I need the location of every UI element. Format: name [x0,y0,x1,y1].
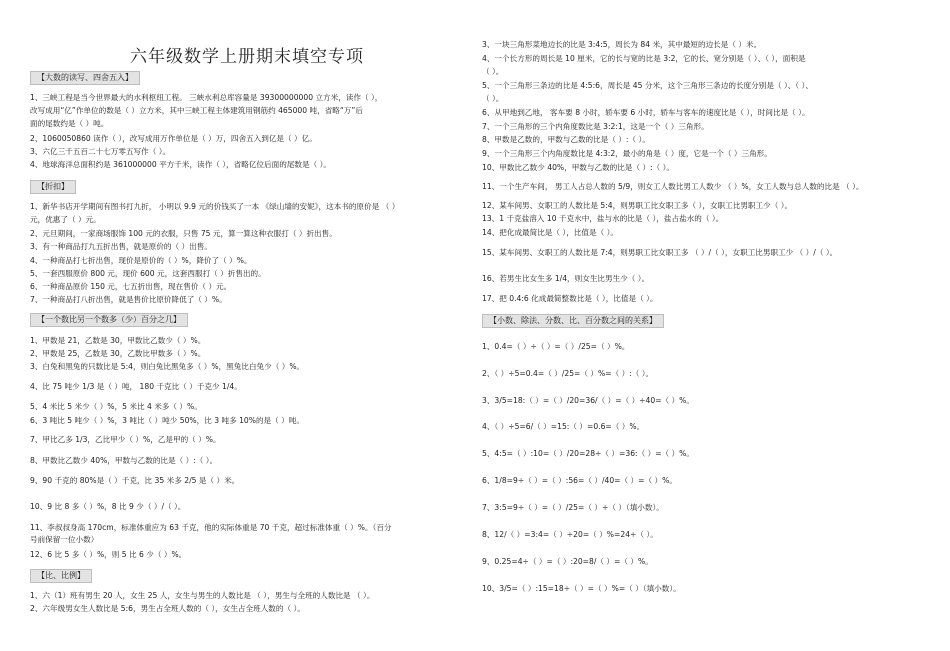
question-line: 3、白兔和黑兔的只数比是 5:4，则白兔比黑兔多（ ）%，黑兔比白兔少（ ）%。 [30,362,305,371]
question-line: 17、把 0.4:6 化成最简整数比是（ ），比值是（ ）。 [482,294,658,303]
question-line: 4、（ ）÷5=6/（ ）=15:（ ）=0.6=（ ）%。 [482,422,645,431]
question-line: 5、一个三角形三条边的比是 4:5:6，周长是 45 分米，这个三角形三条边的长度分别是（ ）、（ ）、 [482,81,813,90]
question-line: 1、甲数是 21，乙数是 30，甲数比乙数少（ ）%。 [30,336,206,345]
question-line: （ ）。 [482,94,504,103]
question-line: 1、新华书店开学期间有图书打九折， 小明以 9.9 元的价钱买了一本 《绿山墙的安妮》，这本书的原价是 （ ） [30,202,400,211]
question-line: 3、有一种商品打九五折出售，就是原价的（ ）出售。 [30,242,212,251]
question-line: 8、12/（ ）=3:4=（ ）÷20=（ ）%=24÷（ ）。 [482,530,658,539]
question-line: （ ）。 [482,67,504,76]
question-line: 16、若男生比女生多 1/4，则女生比男生少（ ）。 [482,274,650,283]
question-line: 5、4 米比 5 米少（ ）%，5 米比 4 米多（ ）%。 [30,402,202,411]
question-line: 元，优惠了（ ）元。 [30,215,101,224]
question-line: 6、一种商品原价 150 元，七五折出售，现在售价（ ）元。 [30,282,232,291]
question-line: 12、6 比 5 多（ ）%，则 5 比 6 少（ ）%。 [30,550,187,559]
question-line: 4、地球海洋总面积约是 361000000 平方千米，读作（ ），省略亿位后面的尾数是（ ）。 [30,160,331,169]
question-line: 8、甲数是乙数的，甲数与乙数的比是（ ）:（ ）。 [482,135,650,144]
question-line: 12、某车间男、女职工的人数比是 5:4，则男职工比女职工多（ ），女职工比男职工少（ ）。 [482,201,793,210]
question-line: 4、一个长方形的周长是 10 厘米，它的长与宽的比是 3:2，它的长、宽分别是（ ）、（ ），面积是 [482,54,806,63]
section-heading: 【大数的读写、四舍五入】 [30,71,140,85]
question-line: 2、（ ）÷5=0.4=（ ）/25=（ ）%=（ ）:（ ）。 [482,369,654,378]
question-line: 3、一块三角形菜地边长的比是 3:4:5，周长为 84 米，其中最短的边长是（ ）米。 [482,40,762,49]
question-line: 面的尾数约是（ ）吨。 [30,119,109,128]
question-line: 10、甲数比乙数少 40%，甲数与乙数的比是（ ）:（ ）。 [482,163,675,172]
question-line: 6、从甲地到乙地， 客车要 8 小时，轿车要 6 小时，轿车与客车的速度比是（ ），时间比是（ ）。 [482,108,810,117]
question-line: 5、4:5=（ ）:10=（ ）/20=28÷（ ）=36:（ ）=（ ）%。 [482,449,694,458]
question-line: 7、甲比乙多 1/3，乙比甲少（ ）%，乙是甲的（ ）%。 [30,435,221,444]
question-line: 2、元旦期间，一家商场服饰 100 元的衣服，只售 75 元，算一算这种衣服打（ ）折出售。 [30,229,337,238]
question-line: 10、3/5=（ ）:15=18÷（ ）=（ ）%=（ ）（填小数）。 [482,584,681,593]
question-line: 13、1 千克盐溶入 10 千克水中，盐与水的比是（ ），盐占盐水的（ ）。 [482,214,724,223]
question-line: 7、一个三角形的三个内角度数比是 3:2:1，这是一个（ ）三角形。 [482,122,709,131]
question-line: 7、一种商品打八折出售，就是售价比原价降低了（ ）%。 [30,295,227,304]
question-line: 10、9 比 8 多（ ）%，8 比 9 少（ ）/（ ）。 [30,502,186,511]
question-line: 9、90 千克的 80%是（ ）千克，比 35 米多 2/5 是（ ）米。 [30,476,240,485]
question-line: 4、比 75 吨少 1/3 是（ ）吨， 180 千克比（ ）千克少 1/4。 [30,382,242,391]
question-line: 1、0.4=（ ）÷（ ）=（ ）/25=（ ）%。 [482,342,630,351]
question-line: 1、三峡工程是当今世界最大的水利枢纽工程。 三峡水利总库容量是 39300000000 立方米，读作（ ）， [30,93,383,102]
question-line: 4、一种商品打七折出售，现价是原价的（ ）%，降价了（ ）%。 [30,256,252,265]
question-line: 5、一套西服原价 800 元，现价 600 元，这套西服打（ ）折售出的。 [30,269,266,278]
section-heading: 【折扣】 [30,180,76,194]
question-line: 2、六年级男女生人数比是 5:6，男生占全班人数的（ ），女生占全班人数的（ ）。 [30,604,305,613]
question-line: 8、甲数比乙数少 40%，甲数与乙数的比是（ ）:（ ）。 [30,456,218,465]
question-line: 11、李叔叔身高 170cm，标准体重应为 63 千克，他的实际体重是 70 千克，超过标准体重（ ）%。（百分 [30,523,392,532]
page-title: 六年级数学上册期末填空专项 [130,47,364,67]
question-line: 2、甲数是 25，乙数是 30，乙数比甲数多（ ）%。 [30,349,206,358]
question-line: 15、某车间男、女职工的人数比是 7:4，则男职工比女职工多 （ ）/（ ），女职工比男职工少 （ ）/（ ）。 [482,248,838,257]
question-line: 3、六亿三千五百二十七万零五写作（ ）。 [30,147,171,156]
question-line: 6、3 吨比 5 吨少（ ）%，3 吨比（ ）吨少 50%，比 3 吨多 10%的是（ ）吨。 [30,416,304,425]
question-line: 改写成用“亿”作单位的数是（ ）立方米，其中三峡工程主体建筑用钢筋约 465000 吨，省略“万”后 [30,106,363,115]
question-line: 11、一个生产车间， 男工人占总人数的 5/9，则女工人数比男工人数少 （ ）%，女工人数与总人数的比是 （ ）。 [482,182,864,191]
question-line: 14、把化成最简比是（ ），比值是（ ）。 [482,228,618,237]
section-heading: 【一个数比另一个数多（少）百分之几】 [30,313,188,327]
question-line: 号前保留一位小数） [30,535,99,544]
question-line: 7、3:5=9÷（ ）=（ ）/25=（ ）÷（ ）（填小数）。 [482,503,664,512]
section-heading: 【比、比例】 [30,569,92,583]
question-line: 1、六（1）班有男生 20 人，女生 25 人，女生与男生的人数比是 （ ），男生与全班的人数比是 （ ）。 [30,591,375,600]
question-line: 3、3/5=18:（ ）=（ ）/20=36/（ ）=（ ）÷40=（ ）%。 [482,396,694,405]
section-heading: 【小数、除法、分数、比、百分数之间的关系】 [482,314,664,328]
question-line: 9、0.25=4÷（ ）=（ ）:20=8/（ ）=（ ）%。 [482,557,653,566]
question-line: 9、一个三角形三个内角度数比是 4:3:2，最小的角是（ ）度，它是一个（ ）三角形。 [482,149,772,158]
question-line: 6、1/8=9÷（ ）=（ ）:56=（ ）/40=（ ）=（ ）%。 [482,476,677,485]
question-line: 2、1060050860 读作（ ），改写成用万作单位是（ ）万，四舍五入到亿是（ ）亿。 [30,134,317,143]
